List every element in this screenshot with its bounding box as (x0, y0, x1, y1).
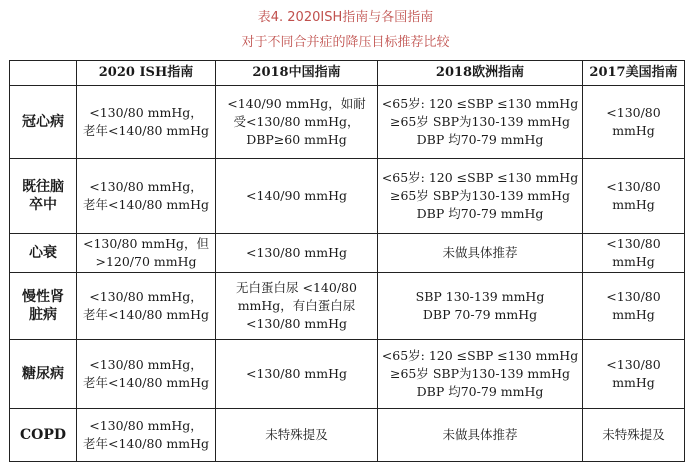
table-caption-title: 表4. 2020ISH指南与各国指南 (257, 10, 434, 25)
cell-line: 受<130/80 mmHg， (233, 114, 360, 129)
table-row (10, 340, 685, 409)
cell-line: ≥65岁 SBP为130-139 mmHg (389, 366, 571, 381)
table-caption-subtitle: 对于不同合并症的降压目标推荐比较 (241, 35, 450, 50)
row-label-text: 脏病 (29, 307, 57, 323)
cell-line: <130/80 mmHg， (89, 418, 203, 433)
cell-china (216, 86, 378, 159)
cell-line: <130/80 mmHg (606, 289, 661, 322)
cell-line: <130/80 mmHg， (89, 289, 203, 304)
cell-line: 老年<140/80 mmHg (82, 197, 210, 212)
cell-europe (378, 273, 583, 340)
header-china-2018: 2018中国指南 (216, 61, 378, 86)
cell-line: <130/80 mmHg， (89, 179, 203, 194)
header-europe-2018: 2018欧洲指南 (378, 61, 583, 86)
cell-line: <130/80 mmHg (245, 316, 348, 331)
cell-us (583, 409, 685, 462)
cell-line: mmHg，有白蛋白尿 (237, 298, 356, 313)
cell-line: 老年<140/80 mmHg (82, 375, 210, 390)
cell-ish (77, 159, 216, 234)
cell-us (583, 86, 685, 159)
cell-line: 未特殊提及 (265, 427, 328, 442)
cell-line: DBP 均70-79 mmHg (416, 384, 544, 399)
cell-line: <130/80 mmHg (245, 245, 348, 260)
cell-line: DBP 均70-79 mmHg (416, 206, 544, 221)
guideline-comparison-table (9, 60, 685, 462)
cell-europe (378, 234, 583, 273)
cell-line: DBP 均70-79 mmHg (416, 132, 544, 147)
cell-line: DBP 70-79 mmHg (422, 307, 538, 322)
cell-line: <130/80 mmHg， (89, 357, 203, 372)
cell-line: <65岁: 120 ≤SBP ≤130 mmHg (381, 348, 579, 363)
cell-line: 未做具体推荐 (442, 245, 518, 260)
cell-ish (77, 340, 216, 409)
cell-europe (378, 340, 583, 409)
cell-line: 未做具体推荐 (442, 427, 518, 442)
table-row (10, 86, 685, 159)
cell-line: <130/80 mmHg (606, 179, 661, 212)
row-label-ckd (10, 273, 77, 340)
cell-line: <130/80 mmHg (245, 366, 348, 381)
cell-line: <130/80 mmHg (606, 236, 661, 269)
header-ish-2020: 2020 ISH指南 (77, 61, 216, 86)
table-row (10, 159, 685, 234)
row-label-heart-failure (10, 234, 77, 273)
cell-line: <140/90 mmHg (245, 188, 348, 203)
cell-ish (77, 409, 216, 462)
table-row (10, 234, 685, 273)
cell-line: >120/70 mmHg (95, 254, 197, 269)
cell-china (216, 409, 378, 462)
cell-europe (378, 159, 583, 234)
row-label-copd (10, 409, 77, 462)
cell-line: 无白蛋白尿 <140/80 (236, 280, 357, 295)
cell-europe (378, 86, 583, 159)
cell-line: <65岁: 120 ≤SBP ≤130 mmHg (381, 170, 579, 185)
row-label-text: 既往脑 (22, 179, 64, 195)
row-label-text: 心衰 (29, 245, 57, 261)
cell-line: <140/90 mmHg，如耐 (227, 96, 366, 111)
cell-china (216, 234, 378, 273)
row-label-text: 冠心病 (22, 114, 64, 130)
cell-line: 未特殊提及 (602, 427, 665, 442)
cell-line: <130/80 mmHg， (89, 105, 203, 120)
cell-china (216, 340, 378, 409)
cell-line: 老年<140/80 mmHg (82, 307, 210, 322)
table-row (10, 273, 685, 340)
cell-ish (77, 273, 216, 340)
row-label-coronary (10, 86, 77, 159)
cell-europe (378, 409, 583, 462)
cell-china (216, 273, 378, 340)
cell-china (216, 159, 378, 234)
row-label-text: 糖尿病 (22, 366, 64, 382)
row-label-text: 卒中 (29, 197, 57, 213)
corner-cell (10, 61, 77, 86)
cell-line: <130/80 mmHg (606, 105, 661, 138)
cell-us (583, 159, 685, 234)
cell-line: DBP≥60 mmHg (246, 132, 347, 147)
cell-line: 老年<140/80 mmHg (82, 436, 210, 451)
cell-ish (77, 86, 216, 159)
cell-us (583, 234, 685, 273)
header-row (10, 61, 685, 86)
row-label-text: COPD (19, 427, 66, 443)
cell-us (583, 273, 685, 340)
cell-us (583, 340, 685, 409)
cell-line: 老年<140/80 mmHg (82, 123, 210, 138)
cell-ish (77, 234, 216, 273)
cell-line: <130/80 mmHg，但 (82, 236, 210, 251)
cell-line: SBP 130-139 mmHg (415, 289, 545, 304)
cell-line: ≥65岁 SBP为130-139 mmHg (389, 114, 571, 129)
table-row (10, 409, 685, 462)
cell-line: ≥65岁 SBP为130-139 mmHg (389, 188, 571, 203)
header-us-2017: 2017美国指南 (583, 61, 685, 86)
row-label-diabetes (10, 340, 77, 409)
row-label-text: 慢性肾 (22, 289, 64, 305)
cell-line: <130/80 mmHg (606, 357, 661, 390)
cell-line: <65岁: 120 ≤SBP ≤130 mmHg (381, 96, 579, 111)
row-label-stroke (10, 159, 77, 234)
